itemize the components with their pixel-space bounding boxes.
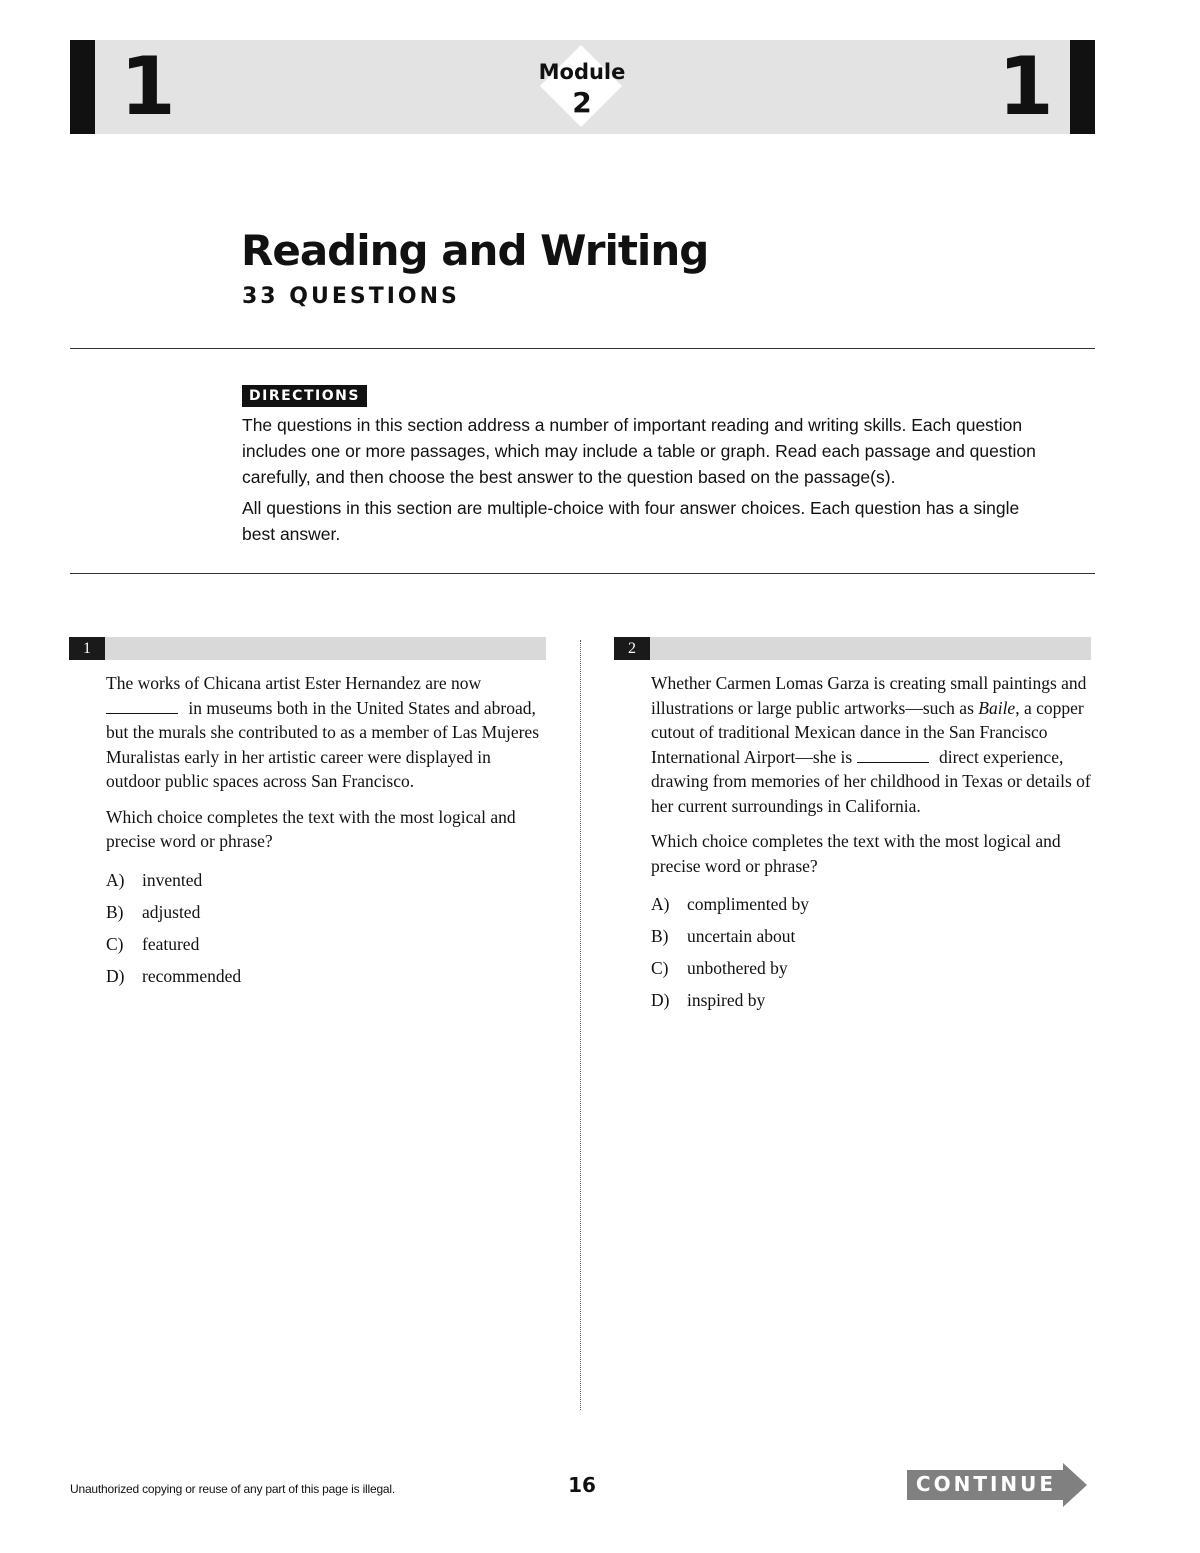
directions-badge: DIRECTIONS bbox=[242, 385, 367, 407]
artwork-title: Baile bbox=[978, 697, 1016, 718]
passage bbox=[651, 671, 1095, 818]
module-number: 2 bbox=[572, 86, 592, 119]
answer-blank bbox=[106, 699, 178, 714]
passage-text: Whether Carmen Lomas Garza is creating small paintings and illustrations or large public artworks—such as bbox=[651, 673, 1087, 718]
page-number: 16 bbox=[568, 1473, 596, 1497]
section-number-right: 1 bbox=[998, 40, 1054, 133]
question-number: 2 bbox=[614, 637, 650, 660]
choice-letter: C) bbox=[651, 958, 669, 978]
choice-letter: B) bbox=[106, 901, 124, 922]
choice-text: invented bbox=[142, 869, 203, 890]
page-title: Reading and Writing bbox=[241, 226, 709, 275]
directions-paragraph: The questions in this section address a number of important reading and writing skills. Each question includes one or more passages, which may include a table or graph. Read each passage and question carefully, and then choose the best answer to the question based on the passage(s). bbox=[242, 415, 1036, 487]
column-divider bbox=[580, 640, 581, 1410]
module-label: Module bbox=[538, 60, 626, 84]
choice-text: unbothered by bbox=[687, 958, 788, 978]
answer-choice[interactable] bbox=[651, 924, 1095, 956]
question-1 bbox=[106, 671, 546, 996]
question-number: 1 bbox=[69, 637, 105, 660]
question-2 bbox=[651, 671, 1095, 1020]
copyright-note: Unauthorized copying or reuse of any part of this page is illegal. bbox=[70, 1482, 395, 1496]
divider-bottom bbox=[70, 573, 1095, 574]
question-header-bar bbox=[69, 637, 546, 660]
answer-choice[interactable] bbox=[651, 956, 1095, 988]
choice-text: featured bbox=[142, 933, 200, 954]
answer-choice[interactable] bbox=[106, 932, 546, 964]
passage bbox=[106, 671, 546, 794]
question-count: 33 QUESTIONS bbox=[242, 284, 460, 309]
directions-text bbox=[242, 412, 1042, 552]
passage-text: , a copper cutout of traditional Mexican dance in the San Francisco International Airport—she is bbox=[651, 697, 1084, 767]
question-header-bar bbox=[614, 637, 1091, 660]
question-prompt: Which choice completes the text with the most logical and precise word or phrase? bbox=[106, 806, 516, 851]
continue-label: CONTINUE bbox=[915, 1472, 1057, 1496]
section-bar-left bbox=[70, 40, 95, 134]
passage-text: in museums both in the United States and abroad, but the murals she contributed to as a member of Las Mujeres Muralistas early in her artistic career were displayed in outdoor public spaces across San Francisco. bbox=[106, 697, 540, 791]
passage-text: direct experience, drawing from memories of her childhood in Texas or details of her current surroundings in California. bbox=[651, 746, 1091, 816]
answer-choice[interactable] bbox=[106, 868, 546, 900]
choice-text: recommended bbox=[142, 965, 242, 986]
choice-letter: C) bbox=[106, 933, 124, 954]
section-number-left: 1 bbox=[120, 40, 176, 133]
divider-top bbox=[70, 348, 1095, 349]
choice-letter: D) bbox=[106, 965, 125, 986]
answer-choice[interactable] bbox=[651, 988, 1095, 1020]
choice-letter: D) bbox=[651, 990, 670, 1010]
choice-text: uncertain about bbox=[687, 926, 796, 946]
section-bar-right bbox=[1070, 40, 1095, 134]
answer-choices bbox=[106, 868, 546, 996]
choice-text: adjusted bbox=[142, 901, 201, 922]
choice-letter: A) bbox=[106, 869, 125, 890]
choice-letter: A) bbox=[651, 894, 670, 914]
answer-choice[interactable] bbox=[106, 900, 546, 932]
choice-text: complimented by bbox=[687, 894, 809, 914]
answer-choice[interactable] bbox=[651, 892, 1095, 924]
directions-paragraph: All questions in this section are multiple-choice with four answer choices. Each question has a single best answer. bbox=[242, 498, 1020, 544]
answer-choice[interactable] bbox=[106, 964, 546, 996]
choice-text: inspired by bbox=[687, 990, 766, 1010]
question-prompt: Which choice completes the text with the most logical and precise word or phrase? bbox=[651, 831, 1061, 876]
answer-choices bbox=[651, 892, 1095, 1020]
passage-text: The works of Chicana artist Ester Hernandez are now bbox=[106, 673, 482, 693]
answer-blank bbox=[857, 748, 929, 763]
choice-letter: B) bbox=[651, 926, 669, 946]
